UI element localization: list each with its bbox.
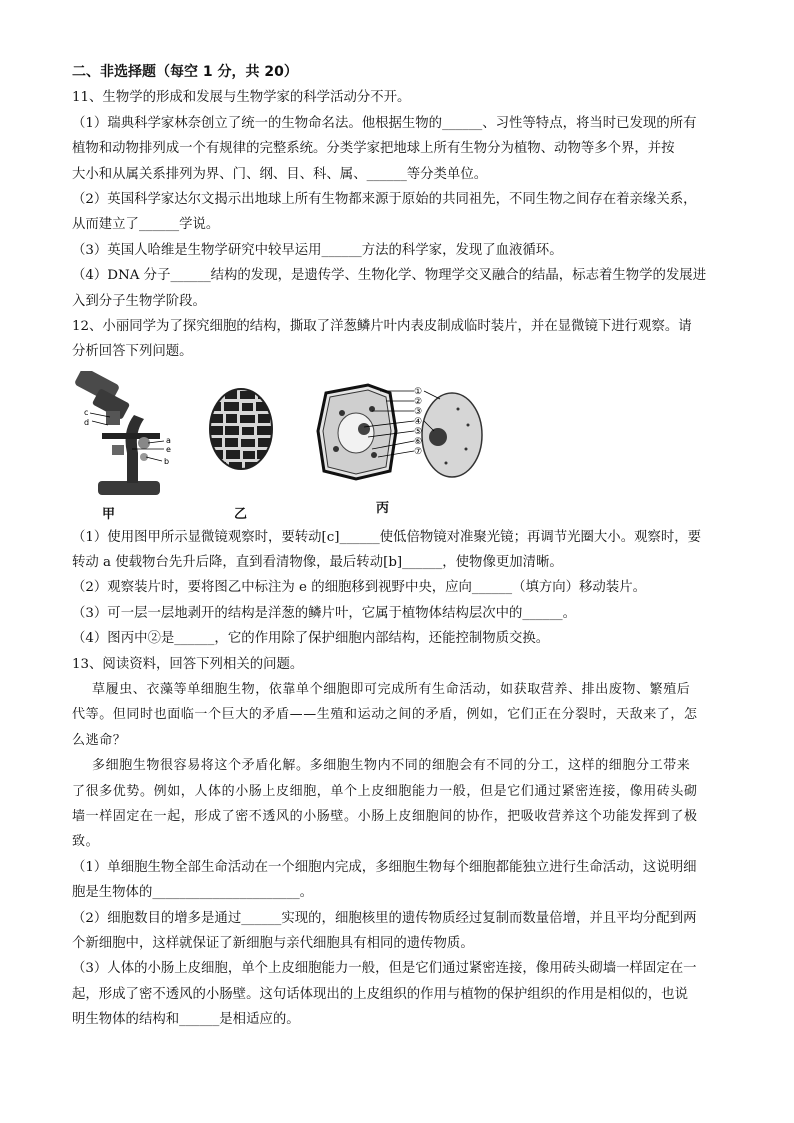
reading-paragraph-line: 草履虫、衣藻等单细胞生物，依靠单个细胞即可完成所有生命活动，如获取营养、排出废物、繁殖后: [92, 682, 691, 698]
q11-stem: 11、生物学的形成和发展与生物学家的科学活动分不开。: [72, 90, 411, 106]
microscope-icon: [72, 371, 182, 499]
cell-diagram-icon: [316, 379, 488, 483]
cell-number: ②: [414, 396, 423, 407]
cell-number: ①: [414, 386, 423, 397]
cell-number: ④: [414, 416, 423, 427]
q13-line: （3）人体的小肠上皮细胞，单个上皮细胞能力一般，但是它们通过紧密连接，像用砖头砌墙一样固定在一: [72, 961, 697, 977]
microscope-letter: d: [84, 417, 90, 427]
q11-line: 大小和从属关系排列为界、门、纲、目、科、属、______等分类单位。: [72, 166, 488, 182]
q12-stem: 12、小丽同学为了探究细胞的结构，撕取了洋葱鳞片叶内表皮制成临时装片，并在显微镜下进行观察。请: [72, 318, 692, 334]
cell-number: ⑤: [414, 426, 423, 437]
microscope-letter: c: [84, 407, 89, 417]
reading-paragraph-line: 致。: [72, 834, 100, 850]
q13-line: 起，形成了密不透风的小肠壁。这句话体现出的上皮组织的作用与植物的保护组织的作用是相似的，也说: [72, 986, 688, 1002]
microscope-letter: b: [164, 456, 170, 466]
q11-line: （3）英国人哈维是生物学研究中较早运用______方法的科学家，发现了血液循环。: [72, 242, 563, 258]
q11-line: 植物和动物排列成一个有规律的完整系统。分类学家把地球上所有生物分为植物、动物等多个界，并按: [72, 141, 675, 157]
q13-line: 明生物体的结构和______是相适应的。: [72, 1012, 300, 1028]
q12-line: （2）观察装片时，要将图乙中标注为 e 的细胞移到视野中央，应向______（填方向）移动装片。: [72, 580, 646, 596]
figure-label-bing: 丙: [376, 500, 390, 516]
field-of-view-icon: [208, 387, 274, 471]
q12-line: （4）图丙中②是______，它的作用除了保护细胞内部结构，还能控制物质交换。: [72, 631, 550, 647]
q11-line: （1）瑞典科学家林奈创立了统一的生物命名法。他根据生物的______、习性等特点，将当时已发现的所有: [72, 115, 697, 131]
reading-paragraph-line: 了很多优势。例如，人体的小肠上皮细胞，单个上皮细胞能力一般，但是它们通过紧密连接，像用砖头砌: [72, 783, 698, 799]
q13-line: 个新细胞中，这样就保证了新细胞与亲代细胞具有相同的遗传物质。: [72, 935, 474, 951]
microscope-letter: e: [166, 444, 171, 454]
reading-paragraph-line: 代等。但同时也面临一个巨大的矛盾——生殖和运动之间的矛盾，例如，它们正在分裂时，天敌来了，怎: [72, 707, 698, 723]
figure-label-yi: 乙: [234, 506, 248, 522]
q11-line: （4）DNA 分子______结构的发现，是遗传学、生物化学、物理学交叉融合的结晶，标志着生物学的发展进: [72, 268, 707, 284]
reading-paragraph-line: 么逃命？: [72, 732, 127, 748]
q11-line: （2）英国科学家达尔文揭示出地球上所有生物都来源于原始的共同祖先，不同生物之间存在着亲缘关系，: [72, 191, 697, 207]
q13-line: （2）细胞数目的增多是通过______实现的，细胞核里的遗传物质经过复制而数量倍增，并且平均分配到两: [72, 910, 697, 926]
exam-page: [72, 60, 732, 1033]
onion-epidermis-figure: [208, 387, 278, 522]
cell-structure-figure: [316, 379, 496, 519]
q13-stem: 13、阅读资料，回答下列相关的问题。: [72, 656, 304, 672]
cell-number: ⑦: [414, 446, 423, 457]
q11-line: 从而建立了______学说。: [72, 217, 220, 233]
section-title: 二、非选择题（每空 1 分，共 20）: [72, 64, 298, 80]
cell-number: ③: [414, 406, 423, 417]
q12-line: （1）使用图甲所示显微镜观察时，要转动[c]______使低倍物镜对准聚光镜；再调节光圈大小。观察时，要: [72, 529, 702, 545]
q11-line: 入到分子生物学阶段。: [72, 293, 206, 309]
q12-figures: [72, 365, 732, 525]
microscope-figure: [72, 371, 182, 521]
figure-label-jia: 甲: [102, 506, 116, 522]
q12-stem: 分析回答下列问题。: [72, 344, 193, 360]
q12-line: 转动 a 使载物台先升后降，直到看清物像，最后转动[b]______，使物像更加清晰。: [72, 555, 563, 571]
microscope-letter: a: [166, 435, 171, 445]
reading-paragraph-line: 墙一样固定在一起，形成了密不透风的小肠壁。小肠上皮细胞间的协作，把吸收营养这个功能发挥到了极: [72, 808, 698, 824]
q13-line: 胞是生物体的______________________。: [72, 885, 314, 901]
cell-number: ⑥: [414, 436, 423, 447]
q12-line: （3）可一层一层地剥开的结构是洋葱的鳞片叶，它属于植物体结构层次中的______。: [72, 605, 576, 621]
reading-paragraph-line: 多细胞生物很容易将这个矛盾化解。多细胞生物内不同的细胞会有不同的分工，这样的细胞分工带来: [92, 758, 691, 774]
q13-line: （1）单细胞生物全部生命活动在一个细胞内完成，多细胞生物每个细胞都能独立进行生命活动，这说明细: [72, 859, 697, 875]
